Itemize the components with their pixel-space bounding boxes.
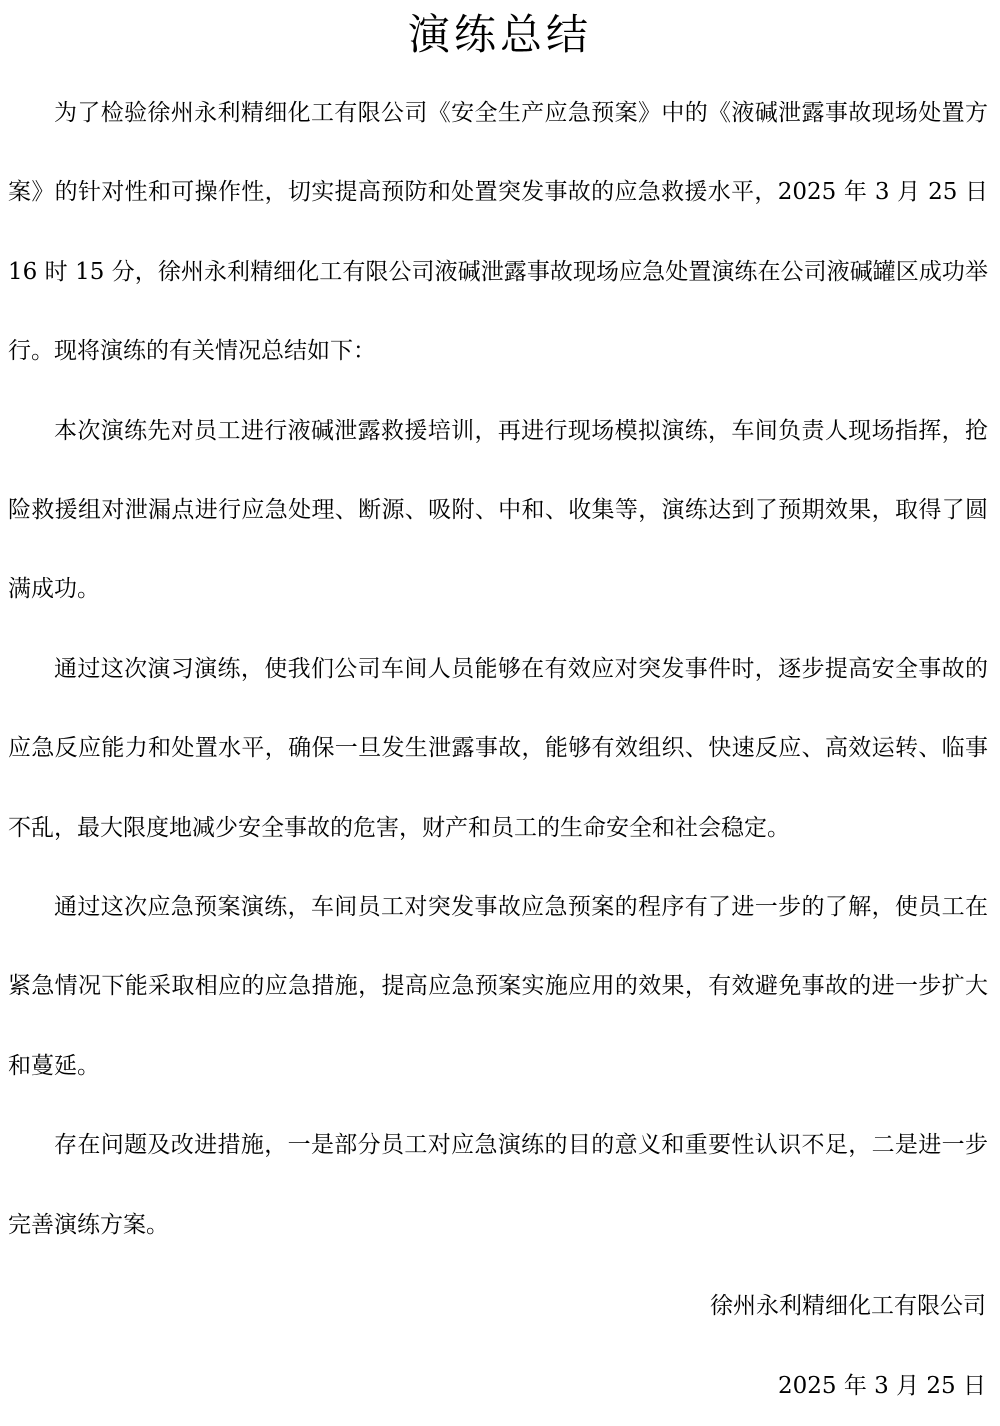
signature-block [710, 1266, 986, 1426]
document-title: 演练总结 [407, 10, 592, 59]
signature-company: 徐州永利精细化工有限公司 [710, 1293, 986, 1319]
signature-date: 2025 年 3 月 25 日 [778, 1373, 986, 1399]
paragraph-intro: 为了检验徐州永利精细化工有限公司《安全生产应急预案》中的《液碱泄露事故现场处置方案》的针对性和可操作性，切实提高预防和处置突发事故的应急救援水平，2025 年 3 月 25 日 16 时 15 分，徐州永利精细化工有限公司液碱泄露事故现场应急处置演练在公司液碱罐区成功举行。现将演练的有关情况总结如下： [8, 100, 988, 365]
paragraph-plan-understanding: 通过这次应急预案演练，车间员工对突发事故应急预案的程序有了进一步的了解，使员工在紧急情况下能采取相应的应急措施，提高应急预案实施应用的效果，有效避免事故的进一步扩大和蔓延。 [8, 894, 988, 1079]
paragraph-drill-process: 本次演练先对员工进行液碱泄露救援培训，再进行现场模拟演练，车间负责人现场指挥，抢险救援组对泄漏点进行应急处理、断源、吸附、中和、收集等，演练达到了预期效果，取得了圆满成功。 [8, 417, 988, 603]
paragraph-drill-effect: 通过这次演习演练，使我们公司车间人员能够在有效应对突发事件时，逐步提高安全事故的应急反应能力和处置水平，确保一旦发生泄露事故，能够有效组织、快速反应、高效运转、临事不乱，最大限度地减少安全事故的危害，财产和员工的生命安全和社会稳定。 [8, 655, 988, 841]
document-body [8, 74, 988, 1265]
paragraph-problems-improvements: 存在问题及改进措施，一是部分员工对应急演练的目的意义和重要性认识不足，二是进一步完善演练方案。 [8, 1132, 988, 1238]
